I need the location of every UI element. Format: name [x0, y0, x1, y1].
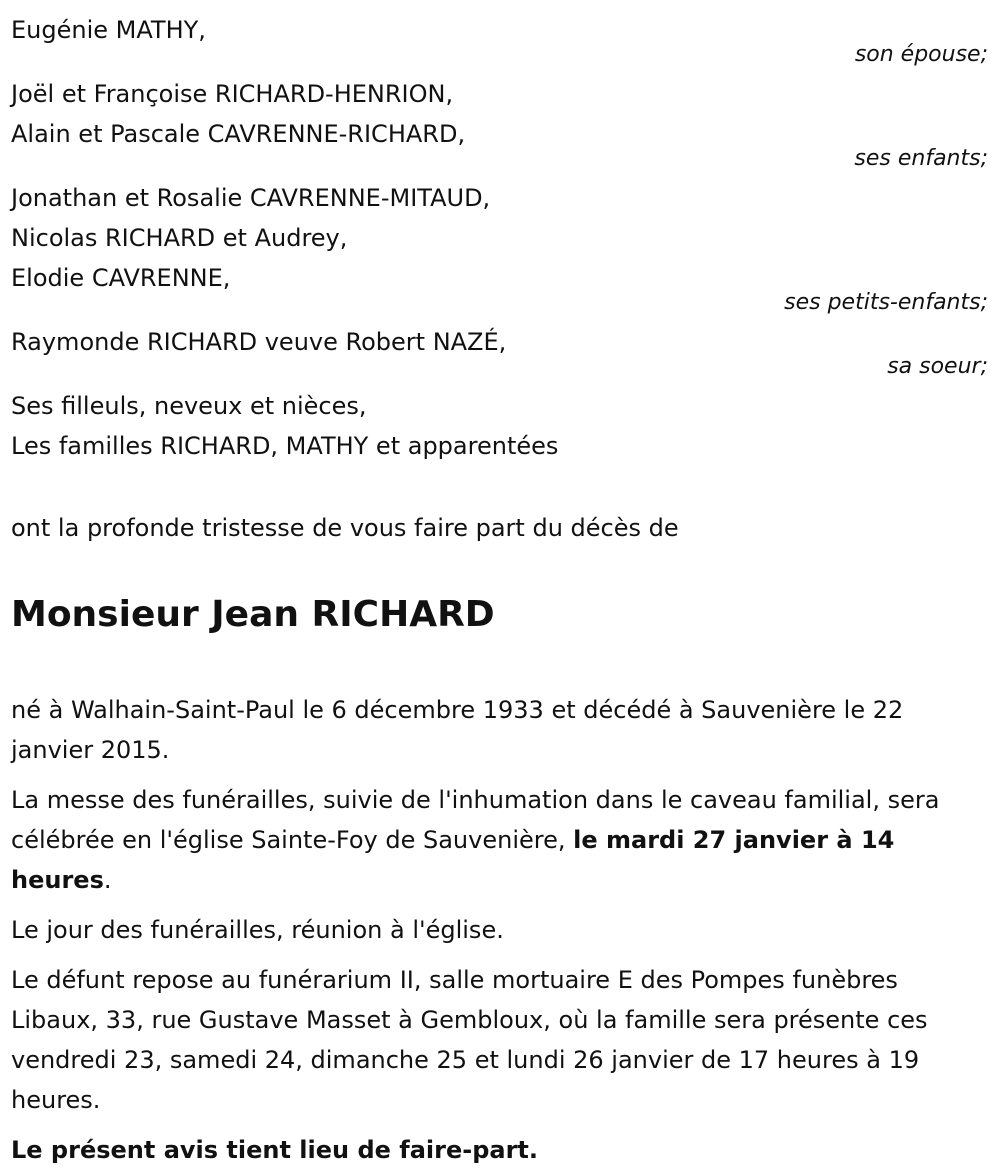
family-group-sister [11, 322, 988, 380]
funeral-text [11, 780, 988, 900]
meeting-text: Le jour des funérailles, réunion à l'église. [11, 916, 504, 944]
relation-label: ses enfants; [854, 146, 988, 171]
relation-label: sa soeur; [887, 354, 988, 379]
relation-label: ses petits-enfants; [784, 290, 988, 315]
relation-label: son épouse; [854, 42, 988, 67]
family-name-line: Alain et Pascale CAVRENNE-RICHARD, [11, 120, 466, 148]
family-group-spouse [11, 10, 988, 68]
family-group-grandchildren [11, 178, 988, 316]
family-group-children [11, 74, 988, 172]
family-name-line: Raymonde RICHARD veuve Robert NAZÉ, [11, 328, 507, 356]
family-name-line: Jonathan et Rosalie CAVRENNE-MITAUD, [11, 184, 491, 212]
closing-text: Le présent avis tient lieu de faire-part. [11, 1136, 539, 1164]
family-name-line: Joël et Françoise RICHARD-HENRION, [11, 80, 454, 108]
deceased-name: Monsieur Jean RICHARD [11, 594, 495, 635]
family-name-line: Eugénie MATHY, [11, 16, 206, 44]
visitation-text: Le défunt repose au funérarium II, salle mortuaire E des Pompes funèbres Libaux, 33, rue Gustave Masset à Gembloux, où la famille sera présente ces vendredi 23, samedi 24, dimanche 25 et lundi 26 janvier de 17 heures à 19 heures. [11, 966, 928, 1114]
family-group-others [11, 386, 988, 466]
funeral-text-end: . [103, 866, 112, 894]
family-name-line: Ses filleuls, neveux et nièces, [11, 392, 367, 420]
birth-death-text: né à Walhain-Saint-Paul le 6 décembre 1933 et décédé à Sauvenière le 22 janvier 2015. [11, 696, 904, 764]
funeral-date: le mardi 27 janvier à 14 heures [11, 826, 895, 894]
family-name-line: Nicolas RICHARD et Audrey, [11, 224, 348, 252]
funeral-text-main: La messe des funérailles, suivie de l'inhumation dans le caveau familial, sera célébrée en l'église Sainte-Foy de Sauvenière, [11, 786, 940, 854]
announcement-text: ont la profonde tristesse de vous faire part du décès de [11, 514, 679, 542]
family-name-line: Elodie CAVRENNE, [11, 264, 231, 292]
family-name-line: Les familles RICHARD, MATHY et apparentées [11, 432, 559, 460]
